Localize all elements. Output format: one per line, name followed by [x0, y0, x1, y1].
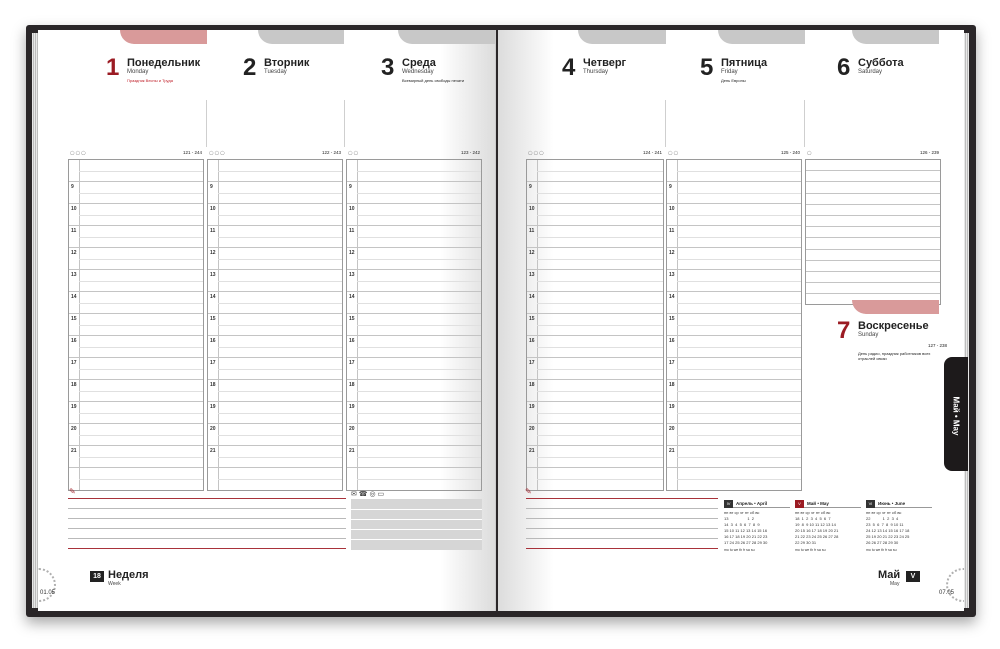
- hour-label: 9: [210, 184, 213, 190]
- hour-row[interactable]: [69, 336, 203, 358]
- line-row[interactable]: [806, 227, 940, 238]
- hour-label: 13: [529, 272, 535, 278]
- hour-label: 13: [349, 272, 355, 278]
- hour-row-evening[interactable]: [69, 468, 203, 490]
- hour-label: 16: [529, 338, 535, 344]
- header-tab-thursday: [578, 30, 666, 44]
- day-count: 127 - 238: [928, 343, 948, 348]
- pencil-icon: ✎: [525, 487, 532, 496]
- column-divider: [344, 100, 345, 147]
- hour-row[interactable]: [208, 226, 342, 248]
- day-note: Всемирный день свободы печати: [402, 78, 465, 83]
- schedule-header: [526, 149, 664, 159]
- hour-row[interactable]: [69, 446, 203, 468]
- month-days: пн вт ср чт пт сб вс 22 1 2 3 4 23 5 6 7 8 9 10 11 24 12 13 14 15 16 17 18 25 19 20 21 22 23 24 25 26 26 27 28 29 30: [866, 510, 910, 545]
- hour-row[interactable]: [347, 358, 481, 380]
- hour-label: 14: [71, 294, 77, 300]
- hour-row[interactable]: [208, 446, 342, 468]
- hour-label: 16: [210, 338, 216, 344]
- weekday-row: mo tu we th fr sa su: [866, 548, 897, 552]
- hour-label: 21: [529, 448, 535, 454]
- hour-label: 21: [349, 448, 355, 454]
- hour-row[interactable]: [347, 204, 481, 226]
- hour-row[interactable]: [208, 314, 342, 336]
- hour-row-morning[interactable]: [667, 160, 801, 182]
- day-name-en: Friday: [721, 69, 738, 75]
- column-divider: [665, 100, 666, 147]
- hour-label: 14: [669, 294, 675, 300]
- hour-row[interactable]: [667, 336, 801, 358]
- schedule-header: [207, 149, 343, 159]
- hour-row-morning[interactable]: [208, 160, 342, 182]
- column-divider: [804, 100, 805, 147]
- hour-label: 11: [669, 228, 675, 234]
- hour-label: 13: [210, 272, 216, 278]
- weekday-row: mo tu we th fr sa su: [795, 548, 826, 552]
- hour-label: 11: [349, 228, 355, 234]
- line-row[interactable]: [806, 171, 940, 182]
- month-roman-box: V: [906, 571, 920, 582]
- hour-row[interactable]: [69, 226, 203, 248]
- hour-label: 18: [529, 382, 535, 388]
- day-number: 4: [562, 54, 576, 81]
- page-date-right: 07.05: [939, 590, 955, 596]
- hour-label: 14: [529, 294, 535, 300]
- hour-row[interactable]: [208, 336, 342, 358]
- hour-row[interactable]: [667, 292, 801, 314]
- header-tab-tuesday: [258, 30, 344, 44]
- hour-label: 15: [210, 316, 216, 322]
- hour-label: 16: [71, 338, 77, 344]
- day-count: 122 - 243: [321, 150, 341, 155]
- day-number: 6: [837, 54, 851, 81]
- hour-row[interactable]: [69, 358, 203, 380]
- notes-lines-right[interactable]: [526, 498, 718, 550]
- hour-row[interactable]: [527, 402, 663, 424]
- hour-label: 13: [71, 272, 77, 278]
- hour-row[interactable]: [527, 314, 663, 336]
- month-name: Май • May: [807, 501, 829, 506]
- day-name-en: Saturday: [858, 69, 883, 75]
- hour-row[interactable]: [69, 270, 203, 292]
- hour-label: 20: [71, 426, 77, 432]
- line-row[interactable]: [806, 272, 940, 283]
- day-count: 123 - 242: [460, 150, 480, 155]
- hour-row[interactable]: [527, 182, 663, 204]
- hour-row[interactable]: [347, 402, 481, 424]
- hour-label: 12: [529, 250, 535, 256]
- hour-label: 15: [349, 316, 355, 322]
- hour-row[interactable]: [667, 226, 801, 248]
- line-row[interactable]: [806, 194, 940, 205]
- hour-row[interactable]: [69, 292, 203, 314]
- month-tab-label: Май • May: [951, 396, 961, 436]
- day-name-en: Tuesday: [264, 69, 287, 75]
- hour-row[interactable]: [69, 402, 203, 424]
- hour-label: 18: [669, 382, 675, 388]
- moon-phase-icons: ◯ ◯ ◯: [528, 150, 544, 155]
- day-number: 3: [381, 54, 395, 81]
- header-tab-saturday: [852, 30, 939, 44]
- moon-phase-icons: ◯ ◯: [348, 150, 359, 155]
- hour-label: 21: [669, 448, 675, 454]
- contact-icons: ✉ ☎ ◎ ▭: [351, 491, 385, 498]
- hour-row[interactable]: [347, 182, 481, 204]
- saturday-lines[interactable]: [805, 159, 941, 305]
- day-name: Воскресенье: [858, 320, 929, 332]
- hour-label: 10: [669, 206, 675, 212]
- hour-label: 12: [669, 250, 675, 256]
- weekday-row: mo tu we th fr sa su: [724, 548, 755, 552]
- hour-row[interactable]: [527, 204, 663, 226]
- day-name: Суббота: [858, 57, 904, 69]
- day-note: День радио, праздник работников всех отраслей связи: [858, 351, 931, 361]
- hour-row[interactable]: [208, 358, 342, 380]
- day-name-en: Thursday: [583, 69, 609, 75]
- line-row[interactable]: [806, 250, 940, 261]
- hour-row[interactable]: [667, 314, 801, 336]
- hour-label: 19: [210, 404, 216, 410]
- mini-calendar-may: [795, 500, 861, 552]
- hour-row[interactable]: [667, 358, 801, 380]
- week-label-en: Week: [108, 581, 121, 587]
- day-count: 125 - 240: [780, 150, 800, 155]
- day-name: Понедельник: [127, 57, 201, 69]
- week-number: 18: [90, 571, 104, 582]
- hour-label: 17: [669, 360, 675, 366]
- hour-label: 11: [210, 228, 216, 234]
- day-name-en: Monday: [127, 69, 149, 75]
- hour-row[interactable]: [69, 314, 203, 336]
- hour-label: 11: [71, 228, 77, 234]
- hour-label: 17: [349, 360, 355, 366]
- day-number: 7: [837, 317, 851, 344]
- month-roman: IV: [724, 500, 733, 508]
- schedule-header: [68, 149, 204, 159]
- line-row[interactable]: [806, 238, 940, 249]
- month-footer-label-en: May: [890, 581, 900, 587]
- month-days: пн вт ср чт пт сб вс 18 1 2 3 4 5 6 7 19 8 9 10 11 12 13 14 20 15 16 17 18 19 20 21 21 22 23 24 25 26 27 28 22 29 30 31: [795, 510, 839, 545]
- hour-row[interactable]: [347, 292, 481, 314]
- hour-label: 13: [669, 272, 675, 278]
- hour-label: 19: [71, 404, 77, 410]
- hour-label: 9: [349, 184, 352, 190]
- hour-grid[interactable]: [68, 159, 204, 491]
- page-date-left: 01.05: [40, 590, 56, 596]
- day-count: 126 - 239: [919, 150, 939, 155]
- hour-label: 17: [71, 360, 77, 366]
- hour-row[interactable]: [527, 270, 663, 292]
- page-corner-dots: [946, 568, 964, 602]
- hour-label: 17: [529, 360, 535, 366]
- hour-label: 21: [71, 448, 77, 454]
- mini-calendar-june: [866, 500, 932, 552]
- left-page: [38, 30, 496, 611]
- hour-row[interactable]: [208, 270, 342, 292]
- hour-row-morning[interactable]: [347, 160, 481, 182]
- day-name-en: Sunday: [858, 332, 879, 338]
- hour-label: 18: [210, 382, 216, 388]
- hour-label: 20: [210, 426, 216, 432]
- week-label: Неделя: [108, 569, 149, 581]
- hour-label: 9: [71, 184, 74, 190]
- hour-row[interactable]: [69, 204, 203, 226]
- hour-row-evening[interactable]: [667, 468, 801, 490]
- day-number: 1: [106, 54, 120, 81]
- day-number: 2: [243, 54, 257, 81]
- moon-phase-icons: ◯: [807, 150, 812, 155]
- hour-label: 9: [529, 184, 532, 190]
- column-divider: [206, 100, 207, 147]
- contacts-box[interactable]: [351, 499, 482, 550]
- hour-row[interactable]: [347, 270, 481, 292]
- hour-row[interactable]: [527, 248, 663, 270]
- hour-row[interactable]: [347, 446, 481, 468]
- moon-phase-icons: ◯ ◯: [668, 150, 679, 155]
- hour-label: 11: [529, 228, 535, 234]
- hour-label: 12: [71, 250, 77, 256]
- hour-row[interactable]: [347, 226, 481, 248]
- hour-row[interactable]: [527, 226, 663, 248]
- line-row[interactable]: [806, 182, 940, 193]
- hour-row-evening[interactable]: [347, 468, 481, 490]
- right-page: [498, 30, 964, 611]
- hour-grid[interactable]: [207, 159, 343, 491]
- hour-row[interactable]: [527, 424, 663, 446]
- hour-row[interactable]: [667, 182, 801, 204]
- hour-label: 19: [529, 404, 535, 410]
- hour-label: 21: [210, 448, 216, 454]
- hour-grid[interactable]: [346, 159, 482, 491]
- hour-row[interactable]: [667, 270, 801, 292]
- hour-label: 18: [349, 382, 355, 388]
- hour-grid[interactable]: [666, 159, 802, 491]
- hour-row-evening[interactable]: [208, 468, 342, 490]
- hour-row[interactable]: [667, 380, 801, 402]
- hour-label: 10: [71, 206, 77, 212]
- hour-row[interactable]: [527, 446, 663, 468]
- hour-row[interactable]: [347, 424, 481, 446]
- day-name: Пятница: [721, 57, 768, 69]
- hour-label: 10: [529, 206, 535, 212]
- moon-phase-icons: ◯ ◯ ◯: [209, 150, 225, 155]
- month-roman: VI: [866, 500, 875, 508]
- line-row[interactable]: [806, 261, 940, 272]
- day-number: 5: [700, 54, 714, 81]
- hour-row[interactable]: [208, 424, 342, 446]
- hour-label: 15: [669, 316, 675, 322]
- hour-row[interactable]: [347, 336, 481, 358]
- hour-label: 12: [210, 250, 216, 256]
- hour-row[interactable]: [208, 380, 342, 402]
- hour-label: 15: [529, 316, 535, 322]
- hour-row[interactable]: [527, 380, 663, 402]
- hour-label: 12: [349, 250, 355, 256]
- hour-label: 20: [669, 426, 675, 432]
- hour-label: 16: [669, 338, 675, 344]
- hour-grid[interactable]: [526, 159, 664, 491]
- hour-label: 18: [71, 382, 77, 388]
- mini-calendar-april: [724, 500, 790, 552]
- day-name-en: Wednesday: [402, 69, 434, 75]
- hour-row-morning[interactable]: [527, 160, 663, 182]
- line-row[interactable]: [806, 216, 940, 227]
- hour-row[interactable]: [69, 248, 203, 270]
- schedule-header: [346, 149, 482, 159]
- month-index-tab[interactable]: [944, 357, 968, 471]
- day-name: Четверг: [583, 57, 627, 69]
- month-name: Июнь • June: [878, 501, 906, 506]
- day-note: День Европы: [721, 78, 746, 83]
- hour-row[interactable]: [69, 182, 203, 204]
- day-count: 121 - 244: [182, 150, 202, 155]
- line-row[interactable]: [806, 283, 940, 294]
- hour-row[interactable]: [208, 402, 342, 424]
- page-corner-dots: [38, 568, 56, 602]
- hour-row[interactable]: [667, 402, 801, 424]
- hour-row[interactable]: [347, 248, 481, 270]
- hour-row[interactable]: [527, 358, 663, 380]
- hour-label: 20: [529, 426, 535, 432]
- hour-row[interactable]: [69, 380, 203, 402]
- month-footer-label: Май: [878, 569, 901, 581]
- hour-label: 20: [349, 426, 355, 432]
- pencil-icon: ✎: [69, 487, 76, 496]
- header-tab-wednesday: [398, 30, 496, 44]
- hour-row[interactable]: [527, 336, 663, 358]
- hour-label: 9: [669, 184, 672, 190]
- hour-label: 10: [210, 206, 216, 212]
- hour-label: 16: [349, 338, 355, 344]
- hour-row[interactable]: [667, 446, 801, 468]
- hour-row[interactable]: [347, 380, 481, 402]
- hour-label: 19: [349, 404, 355, 410]
- hour-label: 10: [349, 206, 355, 212]
- hour-row[interactable]: [69, 424, 203, 446]
- schedule-header: [805, 149, 941, 159]
- hour-label: 14: [210, 294, 216, 300]
- header-tab-monday: [120, 30, 207, 44]
- schedule-header: [666, 149, 802, 159]
- hour-row[interactable]: [208, 182, 342, 204]
- month-roman: V: [795, 500, 804, 508]
- hour-row[interactable]: [667, 424, 801, 446]
- hour-label: 14: [349, 294, 355, 300]
- hour-label: 19: [669, 404, 675, 410]
- hour-row[interactable]: [208, 292, 342, 314]
- hour-row[interactable]: [208, 248, 342, 270]
- hour-row-morning[interactable]: [69, 160, 203, 182]
- month-name: Апрель • April: [736, 501, 768, 506]
- line-row[interactable]: [806, 160, 940, 171]
- hour-row[interactable]: [208, 204, 342, 226]
- hour-label: 17: [210, 360, 216, 366]
- day-name: Вторник: [264, 57, 310, 69]
- moon-phase-icons: ◯ ◯ ◯: [70, 150, 86, 155]
- day-count: 124 - 241: [642, 150, 662, 155]
- header-tab-sunday: [852, 300, 939, 314]
- hour-row-evening[interactable]: [527, 468, 663, 490]
- hour-label: 15: [71, 316, 77, 322]
- day-note: Праздник Весны и Труда: [127, 78, 173, 83]
- hour-row[interactable]: [347, 314, 481, 336]
- notes-lines-left[interactable]: [68, 498, 346, 550]
- day-name: Среда: [402, 57, 436, 69]
- hour-row[interactable]: [667, 248, 801, 270]
- hour-row[interactable]: [667, 204, 801, 226]
- month-days: пн вт ср чт пт сб вс 13 1 2 14 3 4 5 6 7 8 9 15 10 11 12 13 14 15 16 16 17 18 19 20 21 22 23 17 24 25 26 27 28 29 30: [724, 510, 768, 545]
- hour-row[interactable]: [527, 292, 663, 314]
- line-row[interactable]: [806, 205, 940, 216]
- header-tab-friday: [718, 30, 805, 44]
